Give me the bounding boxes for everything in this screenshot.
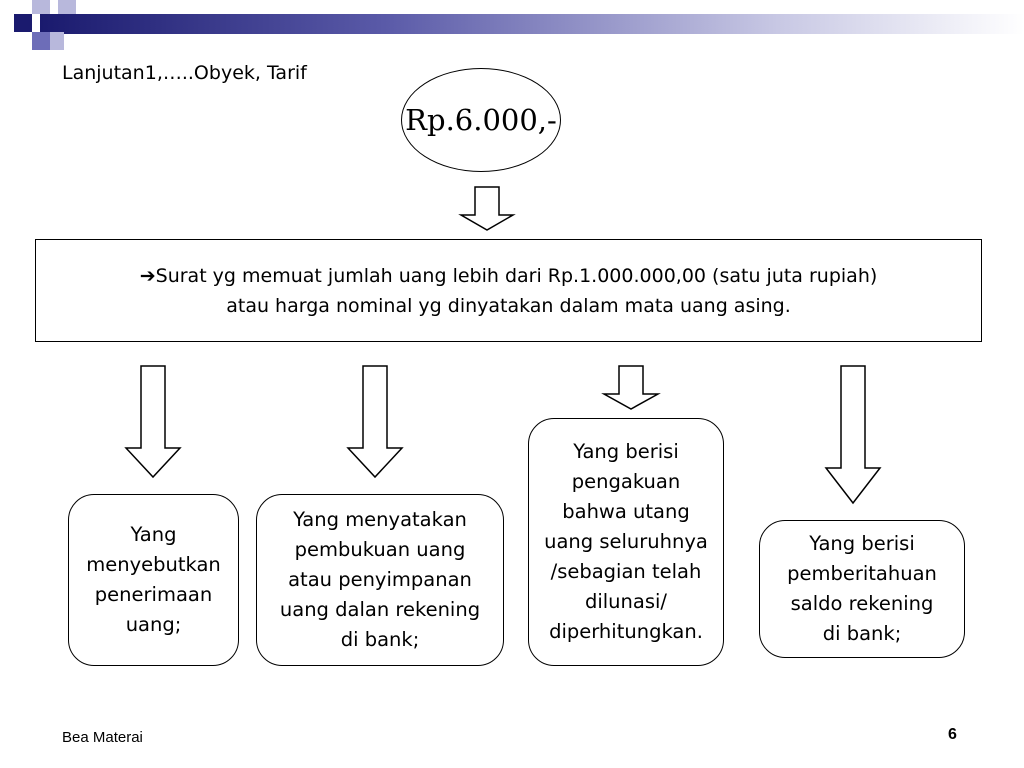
deco-square xyxy=(14,32,32,46)
condition-box-1 xyxy=(68,494,239,666)
main-text-2: atau harga nominal yg dinyatakan dalam mata uang asing. xyxy=(226,294,791,317)
condition-text-3: Yang berisi pengakuan bahwa utang uang seluruhnya /sebagian telah dilunasi/ diperhitungkan. xyxy=(544,440,708,643)
deco-square xyxy=(32,0,50,14)
condition-text-2: Yang menyatakan pembukuan uang atau penyimpanan uang dalan rekening di bank; xyxy=(279,508,481,651)
main-condition-box xyxy=(35,239,982,342)
condition-box-4 xyxy=(759,520,965,658)
deco-square xyxy=(14,14,32,32)
main-condition-line1 xyxy=(140,261,878,291)
deco-square xyxy=(32,32,50,50)
main-text-1: Surat yg memuat jumlah uang lebih dari Rp.1.000.000,00 (satu juta rupiah) xyxy=(155,264,878,287)
down-arrow-1 xyxy=(126,366,182,478)
arrow-right-icon: ➔ xyxy=(139,264,156,287)
deco-square xyxy=(50,32,64,50)
deco-square xyxy=(58,0,76,14)
footer-label: Bea Materai xyxy=(62,729,143,746)
down-arrow-4 xyxy=(826,366,882,504)
condition-box-2 xyxy=(256,494,504,666)
page-number: 6 xyxy=(948,726,957,743)
slide-title: Lanjutan1,…..Obyek, Tarif xyxy=(62,62,307,84)
tariff-label: Rp.6.000,- xyxy=(405,103,557,137)
down-arrow-2 xyxy=(348,366,404,478)
down-arrow-3 xyxy=(603,366,659,410)
condition-text-1: Yang menyebutkan penerimaan uang; xyxy=(86,523,221,636)
down-arrow-main xyxy=(459,187,515,231)
condition-text-4: Yang berisi pemberitahuan saldo rekening di bank; xyxy=(787,532,937,645)
tariff-oval xyxy=(401,68,561,172)
condition-box-3 xyxy=(528,418,724,666)
header-gradient-band xyxy=(40,14,1024,34)
